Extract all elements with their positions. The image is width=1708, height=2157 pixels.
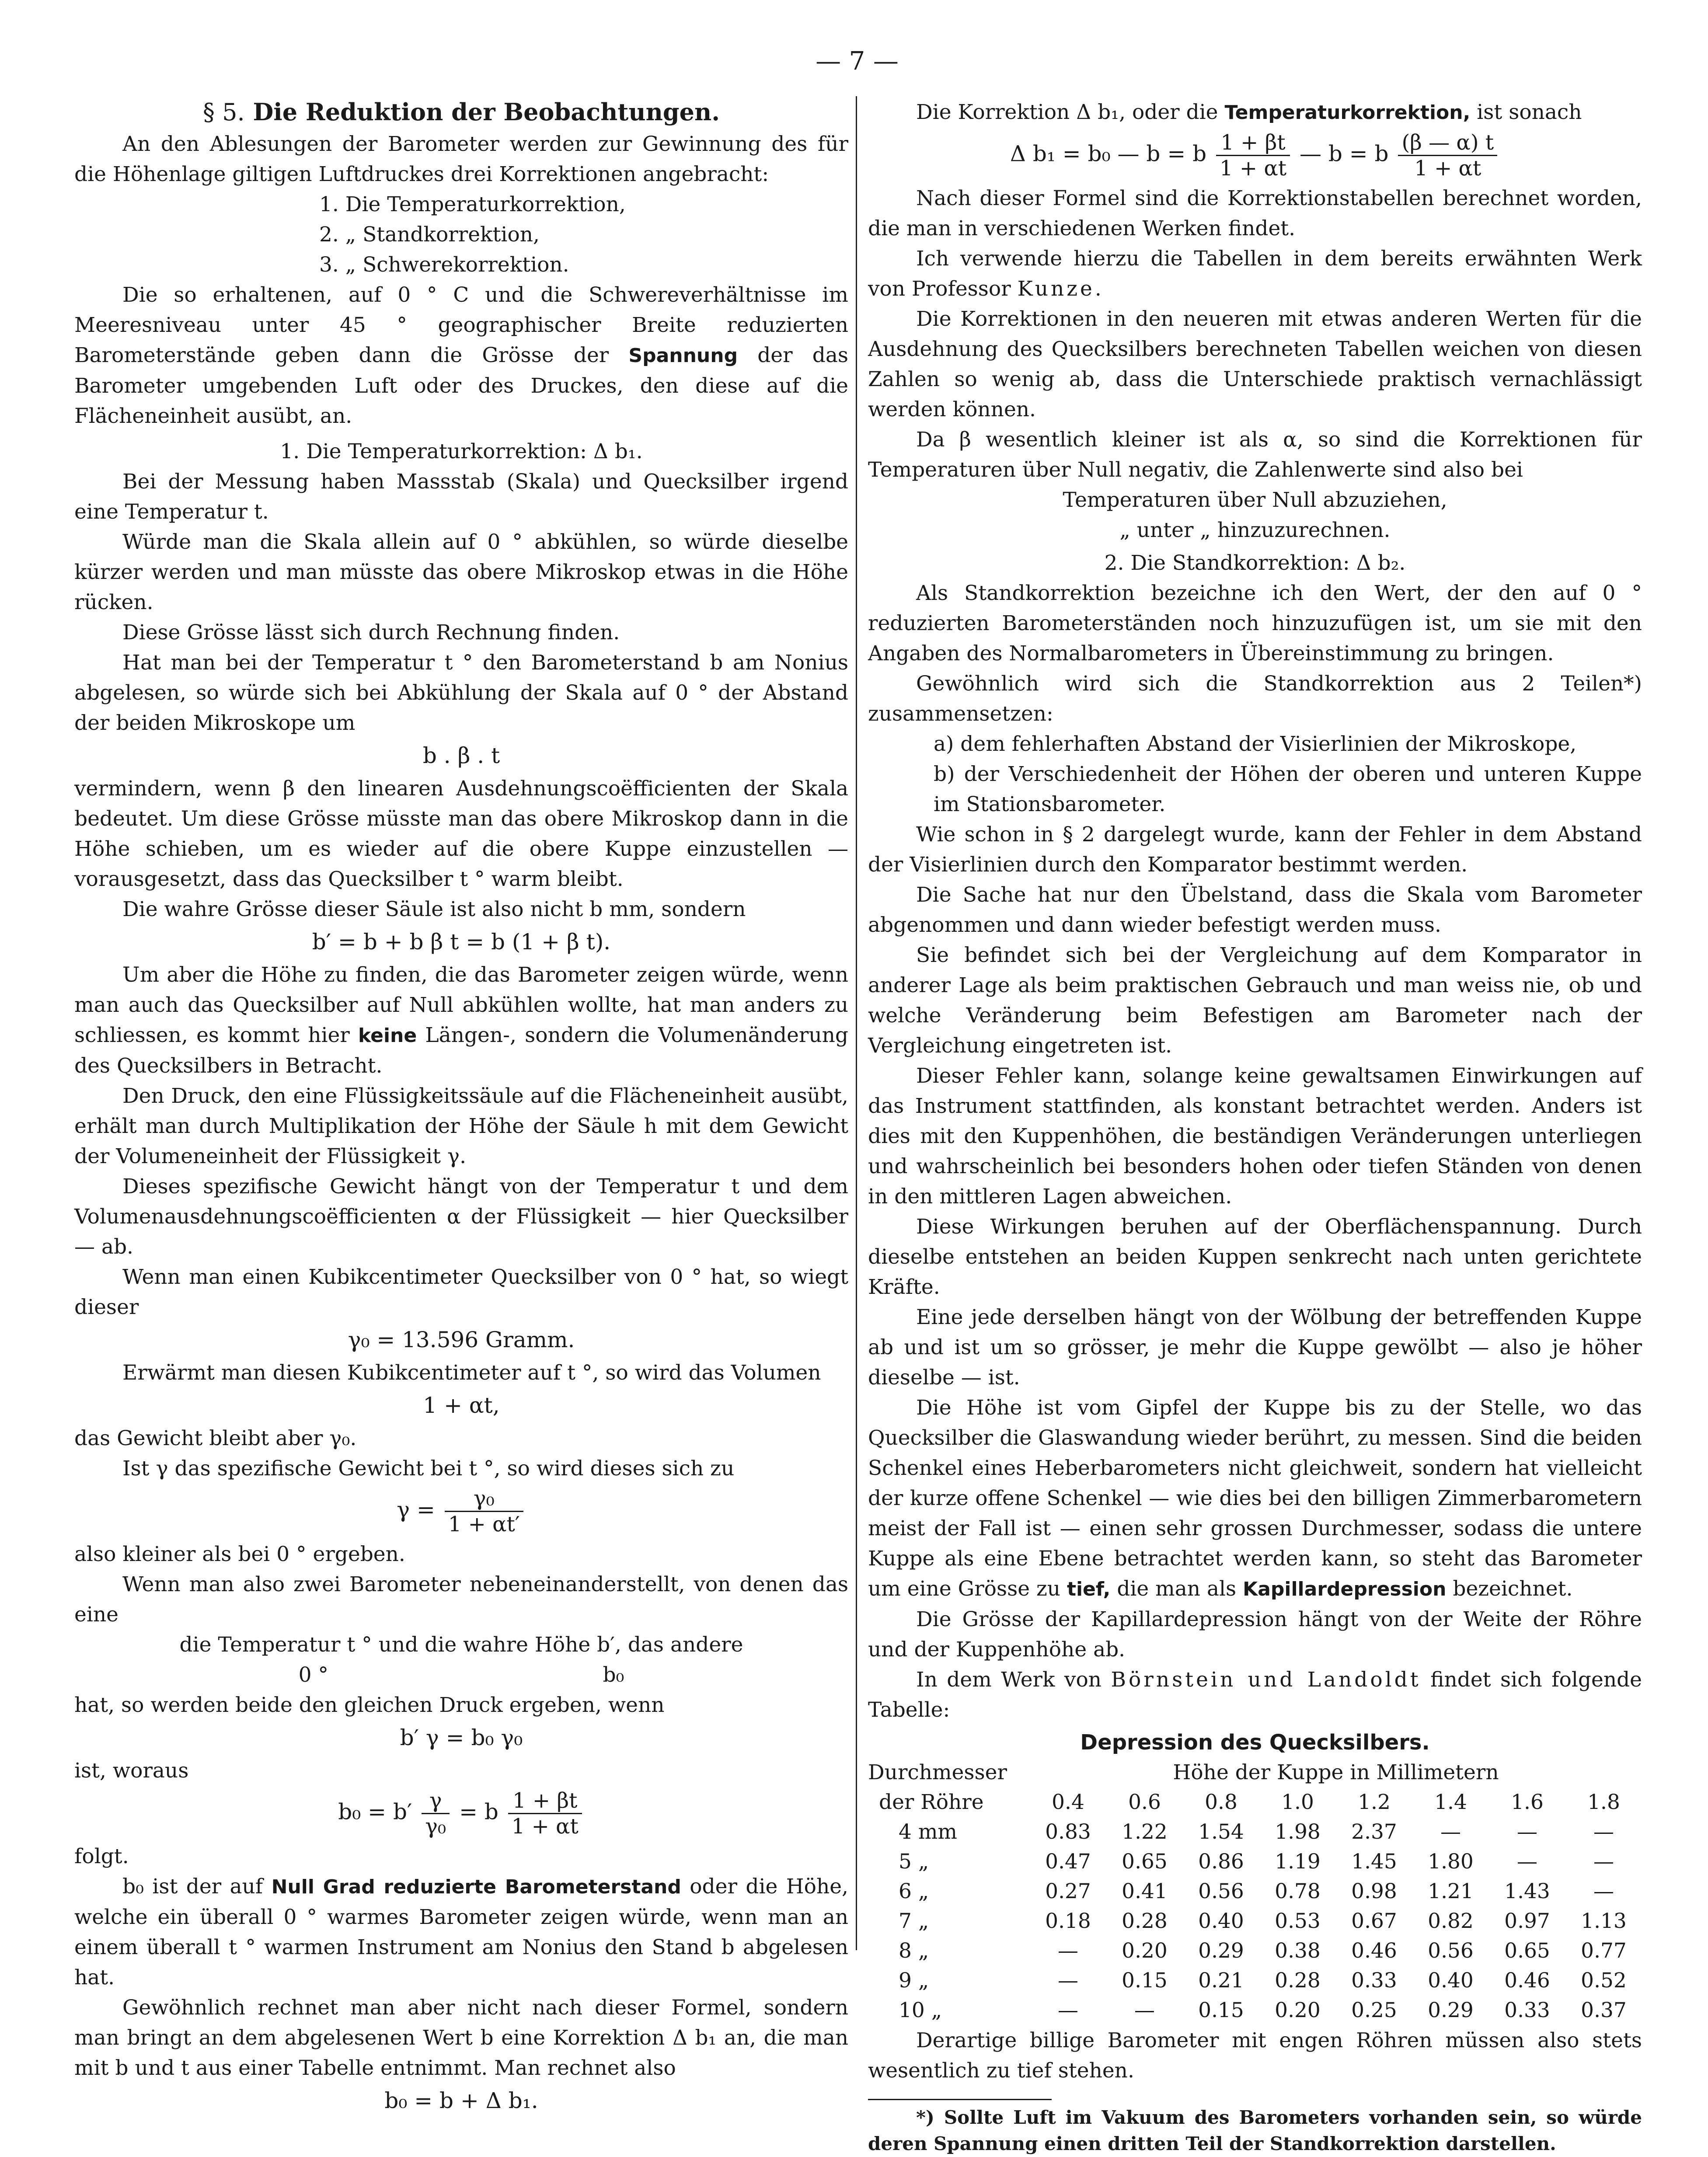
paragraph: Wenn man also zwei Barometer nebeneinanderstellt, von denen das eine: [74, 1572, 848, 1627]
paragraph: [74, 1871, 848, 1993]
paragraph: Würde man die Skala allein auf 0 ° abkühlen, so würde dieselbe kürzer werden und man müsste das obere Mikroskop etwas in die Höhe rücken.: [74, 530, 848, 614]
table-cell: 2.37: [1351, 1820, 1397, 1844]
table-row: [868, 1817, 1642, 1847]
table-cell: —: [1593, 1850, 1614, 1874]
table-cell: —: [1058, 1969, 1078, 1993]
paragraph: Diese Grösse lässt sich durch Rechnung finden.: [122, 620, 620, 645]
table-cell: 1.19: [1275, 1850, 1321, 1874]
text-run: In dem Werk von: [916, 1668, 1102, 1692]
bold-term: Temperaturkorrektion,: [1224, 101, 1471, 124]
table-cell: 0.53: [1275, 1909, 1321, 1933]
paragraph: [868, 1665, 1642, 1725]
paragraph: [868, 244, 1642, 304]
formula-part: = b: [459, 1799, 498, 1825]
table-cell: 0.78: [1275, 1879, 1321, 1903]
text-run: findet sich folgende Tabelle:: [868, 1668, 1642, 1722]
paragraph: Gewöhnlich wird sich die Standkorrektion aus 2 Teilen*) zusammensetzen:: [868, 672, 1642, 726]
fraction: [422, 1788, 450, 1839]
paragraph: An den Ablesungen der Barometer werden zur Gewinnung des für die Höhenlage giltigen Luftdruckes drei Korrektionen angebracht:: [74, 132, 848, 186]
table-cell-diameter: 5 „: [899, 1850, 929, 1874]
denominator: 1 + αt: [1220, 156, 1287, 181]
formula: 1 + αt,: [423, 1393, 500, 1418]
text-run: Die Höhe ist vom Gipfel der Kuppe bis zu der Stelle, wo das Quecksilber die Glaswandung wieder berührt, zu messen. Sind die beiden Schenkel eines Heberbarometers nicht gleichweit, sondern hat vielleicht der kurze offene Schenkel — wie dies bei den billigen Zimmerbarometern meist der Fall ist — einen sehr grossen Durchmesser, sodass die untere Kuppe als eine Ebene betrachtet werden kann, so steht das Barometer um eine Grösse zu: [868, 1396, 1642, 1601]
table-cell: 0.20: [1275, 1998, 1321, 2022]
text-run: Die so erhaltenen, auf 0 ° C und die Schwereverhältnisse im Meeresniveau unter 45 ° geographischer Breite reduzierten Barometerstände geben dann die Grösse der: [74, 283, 848, 367]
table-cell: —: [1058, 1998, 1078, 2022]
table-cell: 0.40: [1198, 1909, 1244, 1933]
table-cell-diameter: 4 mm: [899, 1820, 957, 1844]
paragraph: Diese Wirkungen beruhen auf der Oberflächenspannung. Durch dieselbe entstehen an beiden Kuppen senkrecht nach unten gerichtete Kräfte.: [868, 1215, 1642, 1299]
paragraph: Erwärmt man diesen Kubikcentimeter auf t °, so wird das Volumen: [122, 1361, 821, 1385]
table-cell: 0.20: [1122, 1939, 1168, 1963]
table-cell: 0.29: [1428, 1998, 1474, 2022]
table-cell: 0.83: [1045, 1820, 1091, 1844]
table-cell: 0.28: [1275, 1969, 1321, 1993]
formula-fraction: [868, 130, 1642, 181]
table-cell: 0.21: [1198, 1969, 1244, 1993]
text-run: ist sonach: [1477, 100, 1582, 124]
denominator: 1 + αt: [1414, 156, 1481, 181]
formula-part: γ =: [397, 1497, 435, 1523]
bold-term: Spannung: [628, 345, 738, 367]
bold-term: keine: [358, 1024, 417, 1047]
paragraph: Derartige billige Barometer mit engen Röhren müssen also stets wesentlich zu tief stehen.: [868, 2028, 1642, 2083]
paragraph: Sie befindet sich bei der Vergleichung auf dem Komparator in anderer Lage als beim praktischen Gebrauch und man weiss nie, ob und welche Veränderung beim Befestigen am Barometer nach der Vergleichung eingetreten ist.: [868, 943, 1642, 1058]
table-cell: —: [1058, 1939, 1078, 1963]
text-run: b₀ ist der auf: [122, 1875, 263, 1899]
column-header: 0.6: [1128, 1790, 1161, 1814]
table-cell: 0.41: [1122, 1879, 1168, 1903]
paragraph: [74, 280, 848, 431]
paragraph-line: „ unter „ hinzuzurechnen.: [1119, 518, 1391, 542]
formula: b . β . t: [422, 743, 500, 768]
column-header: 0.8: [1205, 1790, 1237, 1814]
right-column: [868, 97, 1642, 2157]
table-cell: 0.27: [1045, 1879, 1091, 1903]
paragraph: [74, 960, 848, 1081]
list-item: b) der Verschiedenheit der Höhen der oberen und unteren Kuppe im Stationsbarometer.: [934, 762, 1642, 816]
list-item: a) dem fehlerhaften Abstand der Visierlinien der Mikroskope,: [934, 732, 1577, 756]
table-cell: 0.56: [1198, 1879, 1244, 1903]
numerator: 1 + βt: [1216, 130, 1290, 156]
table-row: [868, 1877, 1642, 1906]
text-run: Die Korrektion Δ b₁, oder die: [916, 100, 1218, 124]
table-cell: 1.80: [1428, 1850, 1474, 1874]
table-cell: 1.98: [1275, 1820, 1321, 1844]
paragraph: Gewöhnlich rechnet man aber nicht nach dieser Formel, sondern man bringt an dem abgelesenen Wert b eine Korrektion Δ b₁ an, die man mit b und t aus einer Tabelle entnimmt. Man rechnet also: [74, 1996, 848, 2080]
table-cell: —: [1593, 1879, 1614, 1903]
text-run: der das Barometer umgebenden Luft oder des Druckes, den diese auf die Flächeneinheit ausübt, an.: [74, 343, 848, 428]
fraction: [1398, 130, 1497, 181]
bold-term: tief,: [1067, 1578, 1111, 1600]
author-name: Kunze.: [1017, 277, 1104, 301]
paragraph: Die Korrektionen in den neueren mit etwas anderen Werten für die Ausdehnung des Quecksilbers berechneten Tabellen weichen von diesen Zahlen so wenig ab, dass die Unterschiede praktisch vernachlässigt werden können.: [868, 307, 1642, 422]
table-cell: 0.40: [1428, 1969, 1474, 1993]
text-run: die man als: [1117, 1577, 1237, 1601]
text-run: oder die Höhe, welche ein überall 0 ° warmes Barometer zeigen würde, wenn man an einem überall t ° warmen Instrument am Nonius den Stand b abgelesen hat.: [74, 1875, 848, 1990]
table-body: [868, 1817, 1642, 2025]
table-cell: 0.33: [1504, 1998, 1550, 2022]
author-names: Börnstein und Landoldt: [1111, 1668, 1421, 1692]
table-cell: 0.56: [1428, 1939, 1474, 1963]
formula: b′ γ = b₀ γ₀: [400, 1725, 523, 1750]
table-cell: 0.28: [1122, 1909, 1168, 1933]
page-number: — 7 —: [816, 46, 899, 76]
table-cell-diameter: 9 „: [899, 1969, 929, 1993]
table-cell: 0.65: [1122, 1850, 1168, 1874]
table-cell: 0.86: [1198, 1850, 1244, 1874]
bold-term: Null Grad reduzierte Barometerstand: [271, 1876, 681, 1898]
paragraph: Den Druck, den eine Flüssigkeitssäule auf die Flächeneinheit ausübt, erhält man durch Multiplikation der Höhe der Säule h mit dem Gewicht der Volumeneinheit der Flüssigkeit γ.: [74, 1084, 848, 1168]
column-header: 0.4: [1052, 1790, 1084, 1814]
table-cell-diameter: 8 „: [899, 1939, 929, 1963]
column-divider: [856, 96, 857, 1950]
table-header: Durchmesser: [868, 1760, 1007, 1784]
paragraph-line: 0 ° b₀: [298, 1663, 624, 1687]
table-cell: 0.46: [1351, 1939, 1397, 1963]
table-title: Depression des Quecksilbers.: [1080, 1730, 1430, 1755]
numerator: γ₀: [445, 1486, 523, 1512]
table-cell: 0.97: [1504, 1909, 1550, 1933]
section-title: Die Reduktion der Beobachtungen.: [253, 98, 720, 126]
paragraph: Bei der Messung haben Massstab (Skala) und Quecksilber irgend eine Temperatur t.: [74, 470, 848, 524]
table-row: [868, 1906, 1642, 1936]
table-cell: 0.37: [1581, 1998, 1627, 2022]
table-header-row: [868, 1788, 1642, 1817]
column-header: 1.8: [1587, 1790, 1620, 1814]
table-cell: 0.77: [1581, 1939, 1627, 1963]
table-cell: 0.29: [1198, 1939, 1244, 1963]
bold-term: Kapillardepression: [1243, 1578, 1447, 1600]
denominator: γ₀: [425, 1814, 446, 1839]
table-cell-diameter: 10 „: [899, 1998, 942, 2022]
formula-part: — b = b: [1299, 141, 1389, 167]
table-cell: 0.65: [1504, 1939, 1550, 1963]
fraction: [508, 1788, 582, 1839]
paragraph: Die wahre Grösse dieser Säule ist also nicht b mm, sondern: [122, 897, 746, 921]
fraction: [1216, 130, 1290, 181]
subheading: 1. Die Temperaturkorrektion: Δ b₁.: [280, 439, 643, 463]
column-header: 1.4: [1434, 1790, 1467, 1814]
paragraph-line: die Temperatur t ° und die wahre Höhe b′, das andere: [179, 1633, 743, 1657]
table-cell: 1.22: [1122, 1820, 1168, 1844]
paragraph: folgt.: [74, 1844, 129, 1868]
text-run: Längen-, sondern die Volumenänderung des Quecksilbers in Betracht.: [74, 1023, 848, 1078]
formula-part: Δ b₁ = b₀ — b = b: [1010, 141, 1207, 167]
table-cell: —: [1134, 1998, 1155, 2022]
denominator: 1 + αt: [511, 1814, 579, 1839]
paragraph: Die Grösse der Kapillardepression hängt von der Weite der Röhre und der Kuppenhöhe ab.: [868, 1607, 1642, 1662]
table-cell-diameter: 6 „: [899, 1879, 929, 1903]
table-cell: —: [1593, 1820, 1614, 1844]
left-column: [74, 97, 848, 2119]
table-cell: 0.67: [1351, 1909, 1397, 1933]
table-cell: 0.46: [1504, 1969, 1550, 1993]
table-cell: 1.43: [1504, 1879, 1550, 1903]
paragraph: Ist γ das spezifische Gewicht bei t °, so wird dieses sich zu: [122, 1457, 735, 1481]
list-item: 1. Die Temperaturkorrektion,: [319, 192, 626, 216]
table-cell: 0.82: [1428, 1909, 1474, 1933]
column-header: 1.6: [1511, 1790, 1544, 1814]
table-cell: 0.15: [1122, 1969, 1168, 1993]
table-cell: 0.18: [1045, 1909, 1091, 1933]
paragraph: Eine jede derselben hängt von der Wölbung der betreffenden Kuppe ab und ist um so grösser, je mehr die Kuppe gewölbt — also je höher dieselbe — ist.: [868, 1305, 1642, 1390]
text-run: bezeichnet.: [1453, 1577, 1573, 1601]
table-cell: 0.98: [1351, 1879, 1397, 1903]
section-heading: [74, 97, 848, 127]
paragraph: ist, woraus: [74, 1759, 189, 1783]
formula: b′ = b + b β t = b (1 + β t).: [312, 929, 611, 955]
depression-table: [868, 1758, 1642, 2025]
paragraph-line: Temperaturen über Null abzuziehen,: [1063, 488, 1447, 512]
table-cell: —: [1440, 1820, 1461, 1844]
table-header: Höhe der Kuppe in Millimetern: [1173, 1760, 1499, 1784]
formula-fraction: [74, 1788, 848, 1839]
paragraph: Die Sache hat nur den Übelstand, dass die Skala vom Barometer abgenommen und dann wieder befestigt werden muss.: [868, 883, 1642, 937]
table-cell: 1.45: [1351, 1850, 1397, 1874]
footnote-rule: [868, 2099, 1052, 2100]
column-header: 1.0: [1281, 1790, 1314, 1814]
table-cell: 1.13: [1581, 1909, 1627, 1933]
table-cell: 0.25: [1351, 1998, 1397, 2022]
text-run: Ich verwende hierzu die Tabellen in dem bereits erwähnten Werk von Professor: [868, 247, 1642, 301]
numerator: 1 + βt: [508, 1788, 582, 1814]
section-number: § 5.: [202, 98, 245, 126]
paragraph: Als Standkorrektion bezeichne ich den Wert, der den auf 0 ° reduzierten Barometerständen noch hinzuzufügen ist, um sie mit den Angaben des Normalbarometers in Übereinstimmung zu bringen.: [868, 581, 1642, 666]
table-cell: 1.21: [1428, 1879, 1474, 1903]
paragraph: hat, so werden beide den gleichen Druck ergeben, wenn: [74, 1693, 665, 1717]
table-cell: 0.15: [1198, 1998, 1244, 2022]
table-cell: —: [1517, 1850, 1537, 1874]
text-run: Um aber die Höhe zu finden, die das Barometer zeigen würde, wenn man auch das Quecksilber auf Null abkühlen wollte, hat man anders zu schliessen, es kommt hier: [74, 963, 848, 1047]
paragraph: das Gewicht bleibt aber γ₀.: [74, 1426, 357, 1450]
table-row: [868, 1847, 1642, 1877]
table-row: [868, 1936, 1642, 1966]
paragraph: Wenn man einen Kubikcentimeter Quecksilber von 0 ° hat, so wiegt dieser: [74, 1265, 848, 1319]
formula-part: b₀ = b′: [338, 1799, 412, 1825]
list-item: 2. „ Standkorrektion,: [319, 223, 540, 247]
table-row: [868, 1966, 1642, 1996]
table-cell: 0.47: [1045, 1850, 1091, 1874]
formula-fraction: [74, 1486, 848, 1537]
table-cell: —: [1517, 1820, 1537, 1844]
column-header: 1.2: [1358, 1790, 1391, 1814]
table-header-row: [868, 1758, 1642, 1788]
denominator: 1 + αt′: [448, 1512, 520, 1537]
subheading: 2. Die Standkorrektion: Δ b₂.: [1104, 551, 1406, 575]
paragraph: Wie schon in § 2 dargelegt wurde, kann der Fehler in dem Abstand der Visierlinien durch den Komparator bestimmt werden.: [868, 822, 1642, 877]
table-cell-diameter: 7 „: [899, 1909, 929, 1933]
paragraph: Da β wesentlich kleiner ist als α, so sind die Korrektionen für Temperaturen über Null negativ, die Zahlenwerte sind also bei: [868, 428, 1642, 482]
footnote: *) Sollte Luft im Vakuum des Barometers vorhanden sein, so würde deren Spannung einen dritten Teil der Standkorrektion darstellen.: [868, 2107, 1642, 2154]
paragraph: Dieser Fehler kann, solange keine gewaltsamen Einwirkungen auf das Instrument stattfinden, als konstant betrachtet werden. Anders ist dies mit den Kuppenhöhen, die beständigen Veränderungen unterliegen und wahrscheinlich bei besonders hohen oder tiefen Ständen von denen in den mittleren Lagen abweichen.: [868, 1064, 1642, 1209]
formula: b₀ = b + Δ b₁.: [384, 2088, 538, 2113]
correction-list: [74, 189, 848, 280]
paragraph: [868, 1393, 1642, 1604]
table-cell: 0.52: [1581, 1969, 1627, 1993]
fraction: [445, 1486, 523, 1537]
paragraph: Dieses spezifische Gewicht hängt von der Temperatur t und dem Volumenausdehnungscoëfficienten α der Flüssigkeit — hier Quecksilber — ab.: [74, 1174, 848, 1259]
numerator: (β — α) t: [1398, 130, 1497, 156]
paragraph: also kleiner als bei 0 ° ergeben.: [74, 1542, 405, 1566]
paragraph: [868, 97, 1642, 128]
table-cell: 1.54: [1198, 1820, 1244, 1844]
paragraph: vermindern, wenn β den linearen Ausdehnungscoëfficienten der Skala bedeutet. Um diese Grösse müsste man das obere Mikroskop dann in die Höhe schieben, um es wieder auf die obere Kuppe einzustellen — vorausgesetzt, dass das Quecksilber t ° warm bleibt.: [74, 777, 848, 891]
numerator: γ: [422, 1788, 450, 1814]
table-cell: 0.38: [1275, 1939, 1321, 1963]
formula: γ₀ = 13.596 Gramm.: [348, 1327, 575, 1352]
list-item: 3. „ Schwerekorrektion.: [319, 253, 569, 277]
table-cell: 0.33: [1351, 1969, 1397, 1993]
paragraph: Hat man bei der Temperatur t ° den Barometerstand b am Nonius abgelesen, so würde sich bei Abkühlung der Skala auf 0 ° der Abstand der beiden Mikroskope um: [74, 651, 848, 735]
paragraph: Nach dieser Formel sind die Korrektionstabellen berechnet worden, die man in verschiedenen Werken findet.: [868, 186, 1642, 240]
table-header: der Röhre: [879, 1790, 984, 1814]
table-row: [868, 1996, 1642, 2025]
